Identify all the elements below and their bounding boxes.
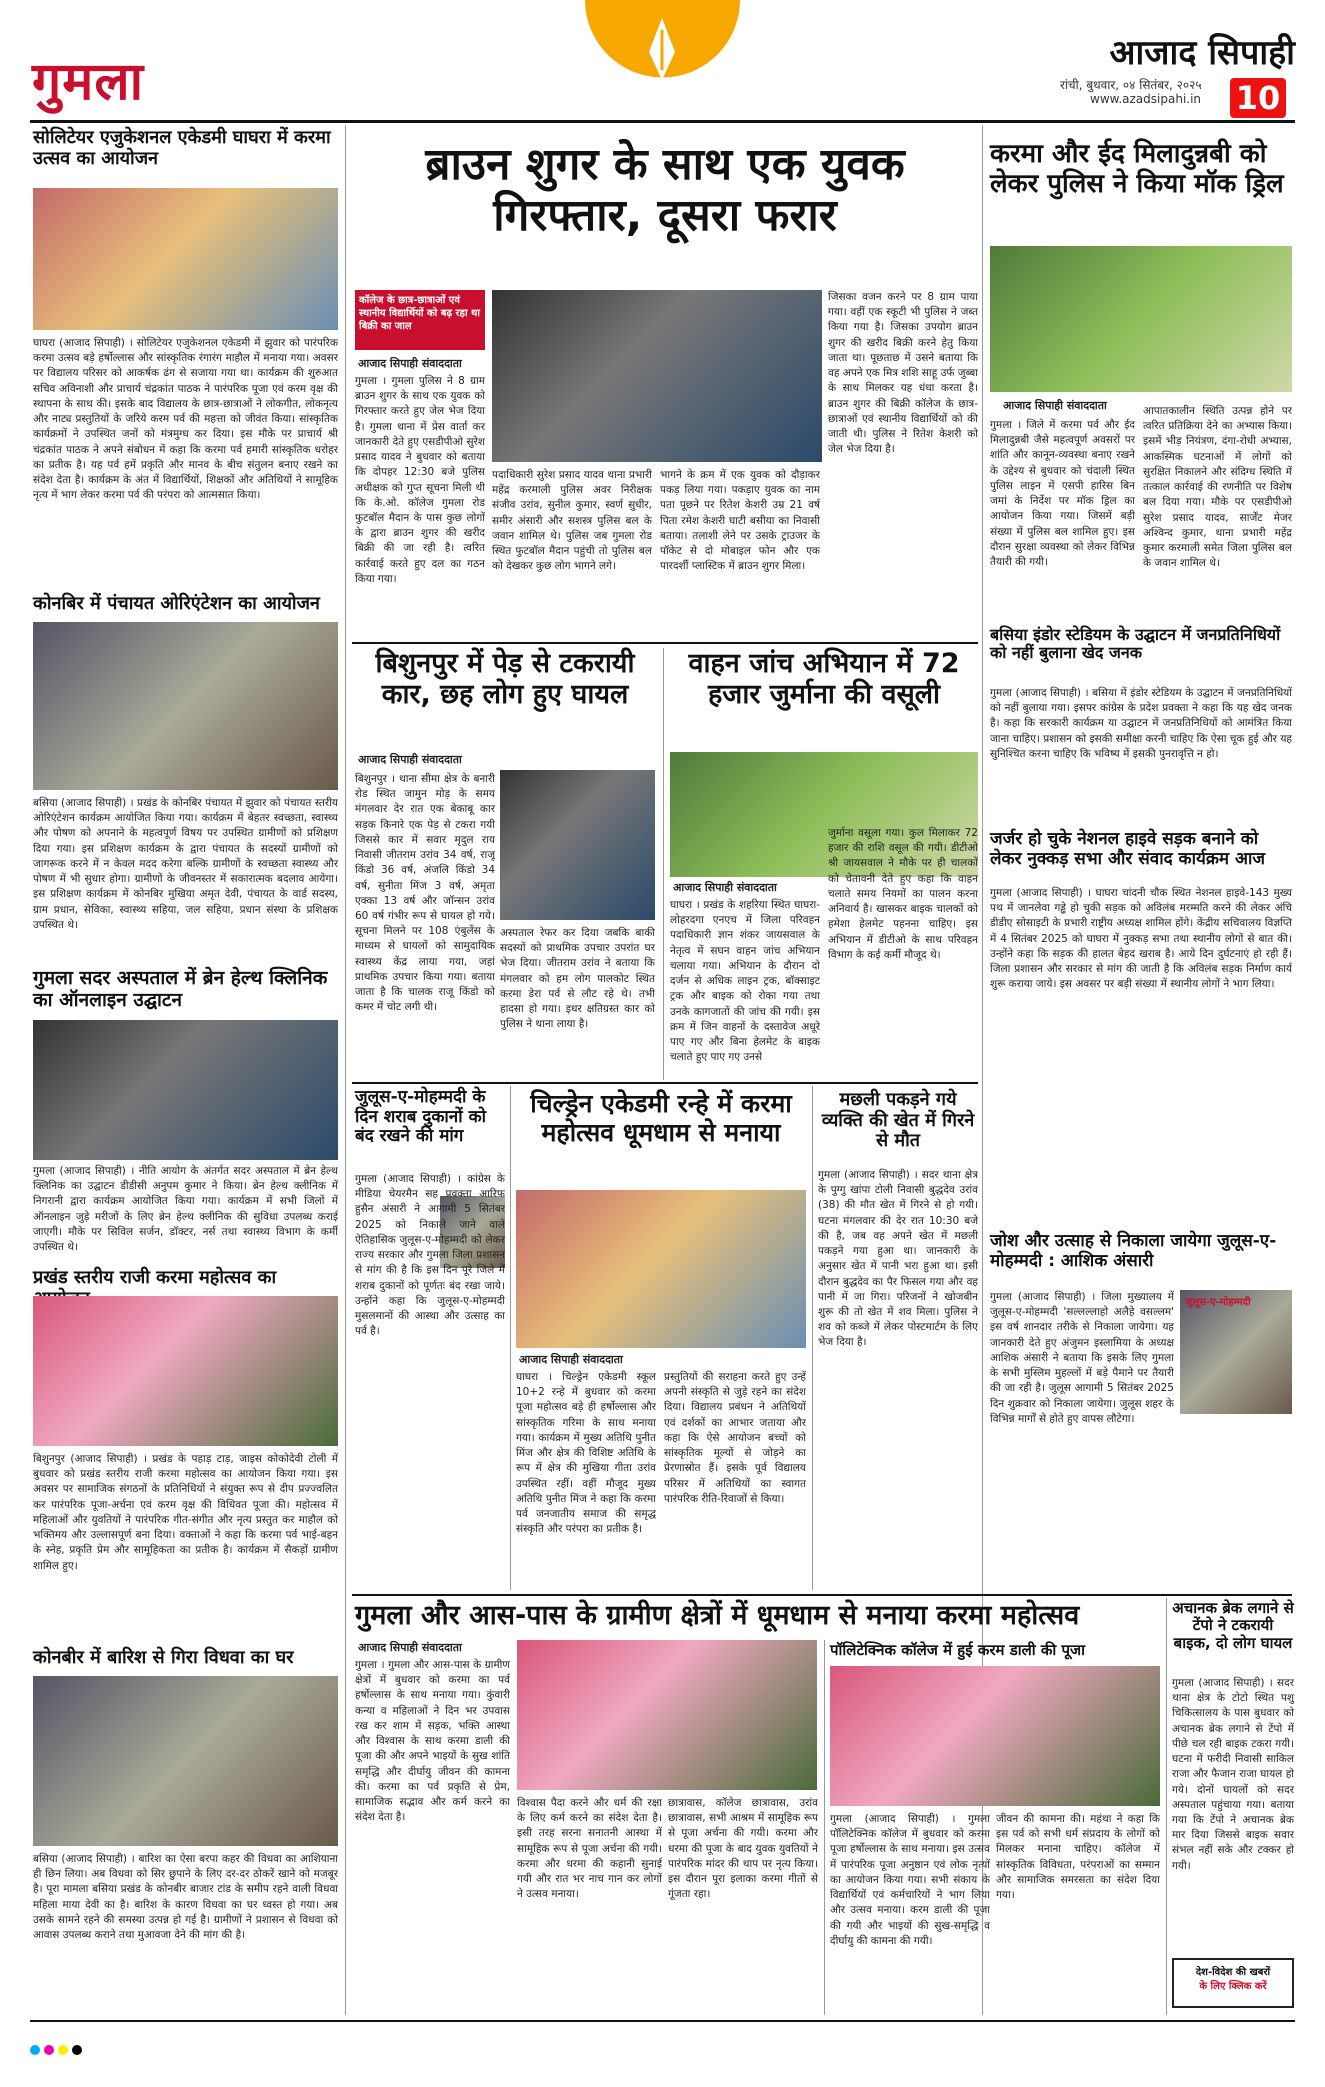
promo-line-1: देश-विदेश की खबरों (1195, 1967, 1271, 1978)
headline-fishing-death: मछली पकड़ने गये व्यक्ति की खेत में गिरने से मौत (821, 1089, 975, 1152)
article-body-karma-festival-3: छात्रावास, कॉलेज छात्रावास, उरांव छात्रावास, सभी आश्रम में सामूहिक रूप से पूजा अर्चना की गयी। करमा और धरमा की पूजा के बाद युवक युवतियों ने पारंपरिक मांदर की थाप पर नृत्य किया। इस दौरान पूरा इलाका करमा गीतों से गूंजता रहा। (668, 1797, 818, 1901)
article-body-indoor-stadium: गुमला (आजाद सिपाही) । बसिया में इंडोर स्टेडियम के उद्घाटन में जनप्रतिनिधियों को नहीं बुलाया गया। इसपर कांग्रेस के प्रदेश प्रवक्ता ने कहा कि यह खेद जनक है। कहा कि सरकारी कार्यक्रम या उद्घाटन में जनप्रतिनिधियों को आमंत्रित किया जाना चाहिए। प्रशासन को इसकी समीक्षा करनी चाहिए कि ऐसा चूक हुई और यह सुनिश्चित करना चाहिए कि भविष्य में इसकी पुनरावृत्ति न हो। (990, 687, 1292, 760)
article-body-children-academy: घाघरा । चिल्ड्रेन एकेडमी स्कूल 10+2 रन्हे में बुधवार को करमा पूजा महोत्सव बड़े ही हर्षोल्लास और सांस्कृतिक गरिमा के साथ मनाया गया। कार्यक्रम में मुख्य अतिथि पुनीत मिंज और क्षेत्र की विशिष्ट अतिथि के रूप में क्षेत्र की मुखिया गीता उरांव उपस्थित रहीं। वहीं मौजूद मुख्य अतिथि पुनीत मिंज ने कहा कि करमा पर्व जनजातीय समाज की समृद्ध संस्कृति और परंपरा का प्रतीक है। (516, 1371, 656, 1536)
headline-jaloos: जोश और उत्साह से निकाला जायेगा जुलूस-ए-मोहम्मदी : आशिक अंसारी (990, 1231, 1277, 1271)
article-body-mock-drill-2: आपातकालीन स्थिति उत्पन्न होने पर त्वरित प्रतिक्रिया देने का अभ्यास किया। इसमें भीड़ नियंत्रण, दंगा-रोधी अभ्यास, आकस्मिक घटनाओं में लोगों को सुरक्षित निकालने और संदिग्ध स्थिति में तत्काल कार्रवाई की रणनीति पर विशेष बल दिया गया। मौके पर एसडीपीओ सुरेश प्रसाद यादव, सार्जेंट मेजर अश्विन्द कुमार, थाना प्रभारी महेंद्र कुमार करमाली समेत जिला पुलिस बल के जवान शामिल थे। (1143, 405, 1292, 570)
headline-tempo-accident: अचानक ब्रेक लगाने से टेंपो ने टकरायी बाइक, दो लोग घायल (1172, 1599, 1294, 1652)
yellow-dot-icon (58, 2045, 68, 2055)
article-body-polytechnic-2: जीवन की कामना की। महंथा ने कहा कि इस पर्व को सभी धर्म संप्रदाय के लोगों को मिलकर मनाना चाहिए। कॉलेज में सांस्कृतिक विविधता, परंपराओं का सम्मान और सामाजिक समरसता का संदेश दिया गया। (996, 1813, 1160, 1902)
headline-konbir-orientation: कोनबिर में पंचायत ओरिएंटेशन का आयोजन (33, 593, 320, 614)
article-body-polytechnic: गुमला (आजाद सिपाही) । गुमला पॉलिटेक्निक कॉलेज में बुधवार को करमा पूजा हर्षोल्लास के साथ मनाया। इस उत्सव में पारंपरिक पूजा अनुष्ठान एवं लोक नृत्यों का आयोजन किया गया। सभी संकाय के विद्यार्थियों एवं कर्मचारियों ने भाग लिया और उत्सव मनाया। करम डाली की पूजा की गयी और भाइयों की सुख-समृद्धि व दीर्घायु की कामना की गयी। (830, 1813, 990, 1947)
article-body-brain-health: गुमला (आजाद सिपाही) । नीति आयोग के अंतर्गत सदर अस्पताल में ब्रेन हेल्थ क्लिनिक का उद्घाटन डीडीसी अनुपम कुमार ने किया। ब्रेन हेल्थ क्लीनिक में निगरानी द्वारा कार्यक्रम आयोजित किया गया। कार्यक्रम में सभी जिलों में ऑनलाइन जुड़े मरीजों के लिए ब्रेन हेल्थ क्लीनिक की सुविधा उपलब्ध कराई जाएगी। मौके पर सिविल सर्जन, डॉक्टर, नर्स तथा स्वास्थ्य विभाग के कर्मी उपस्थित थे। (33, 1165, 338, 1254)
article-body-mock-drill: गुमला । जिले में करमा पर्व और ईद मिलादुन्नबी जैसे महत्वपूर्ण अवसरों पर शांति और कानून-व्यवस्था बनाए रखने के उद्देश्य से बुधवार को चंदाली स्थित पुलिस लाइन में एसपी हारिस बिन जमां के निर्देश पर मॉक ड्रिल का आयोजन किया गया। जिसमें बड़ी संख्या में पुलिस बल शामिल हुए। इस दौरान सुरक्षा व्यवस्था को लेकर विभिन्न तैयारी की गयी। (990, 419, 1135, 568)
main-body-col2: पदाधिकारी सुरेश प्रसाद यादव थाना प्रभारी महेंद्र करमाली पुलिस अवर निरीक्षक संजीव उरांव, सुनील कुमार, स्वर्ण सुधीर, समीर अंसारी और सशस्त्र पुलिस बल के जवान शामिल थे। पुलिस जब गुमला रोड स्थित फुटबॉल मैदान पहुंची तो पुलिस बल को देखकर कुछ लोग भागने लगे। (492, 469, 652, 573)
website-link[interactable]: www.azadsipahi.in (1090, 92, 1202, 106)
article-body-car-accident-2: अस्पताल रेफर कर दिया जबकि बाकी सदस्यों को प्राथमिक उपचार उपरांत घर भेज दिया। जीतराम उरांव ने बताया कि मंगलवार को हम लोग पालकोट स्थित करमा डेरा पर्व से लौट रहे थे। तभी हादसा हो गया। इधर क्षतिग्रस्त कार को पुलिस ने थाना लाया है। (500, 927, 655, 1031)
main-headline: ब्राउन शुगर के साथ एक युवक गिरफ्तार, दूसरा फरार (425, 139, 905, 241)
header-rule (30, 120, 1295, 123)
headline-raji-karma: प्रखंड स्तरीय राजी करमा महोत्सव का (33, 1267, 277, 1288)
main-body-col4: जिसका वजन करने पर 8 ग्राम पाया गया। वहीं एक स्कूटी भी पुलिस ने जब्त किया गया है। जिसका उपयोग ब्राउन शुगर की खरीद बिक्री करने हेतु किया जाता था। पूछताछ में उसने बताया कि वह अपने एक मित्र शशि साहू उर्फ जुब्बा के साथ मिलकर यह धंधा करता है। ब्राउन शुगर की बिक्री कॉलेज के छात्र-छात्राओं एवं स्थानीय विद्यार्थियों को की जाती थी। पुलिस ने रितेश केशरी को जेल भेज दिया है। (828, 291, 978, 456)
dateline: रांची, बुधवार, ०४ सितंबर, २०२५ (1060, 78, 1202, 92)
page-number-badge: 10 (1230, 78, 1286, 118)
article-body-children-academy-2: प्रस्तुतियों की सराहना करते हुए उन्हें अपनी संस्कृति से जुड़े रहने का संदेश दिया। विद्यालय प्रबंधन ने अतिथियों एवं दर्शकों का आभार जताया और कहा कि ऐसे आयोजन बच्चों को सांस्कृतिक मूल्यों से जोड़ने का प्रेरणास्रोत हैं। इसके पूर्व विद्यालय परिसर में अतिथियों का स्वागत पारंपरिक रीति-रिवाजों से किया। (664, 1371, 806, 1505)
column-divider (663, 648, 664, 1080)
black-dot-icon (72, 2045, 82, 2055)
photo-ashiq-ansari (1180, 1290, 1292, 1414)
column-divider (510, 1086, 511, 1590)
car-accident-byline: आजाद सिपाही संवाददाता (358, 753, 462, 766)
photo-police-press (492, 290, 822, 462)
article-body-vehicle-check-2: जुर्माना वसूला गया। कुल मिलाकर 72 हजार की राशि वसूल की गयी। डीटीओ श्री जायसवाल ने मौके पर ही चालकों को चेतावनी देते हुए कहा कि वाहन चलाते समय नियमों का पालन करना अनिवार्य है। खासकर बाइक चालकों को हमेशा हेलमेट पहनना चाहिए। इस अभियान में डीटीओ के साथ परिवहन विभाग के कई कर्मी मौजूद थे। (828, 827, 978, 961)
article-body-liquor-ban: गुमला (आजाद सिपाही) । कांग्रेस के मीडिया चेयरमैन सह प्रवक्ता आरिफ हुसैन अंसारी ने आगामी 5 सितंबर 2025 को निकाले जाने वाले ऐतिहासिक जुलूस-ए-मोहम्मदी को लेकर राज्य सरकार और गुमला जिला प्रशासन से मांग की है कि इस दिन पूरे जिले में शराब दुकानों को पूर्णतः बंद रखा जाये। उन्होंने कहा कि जुलूस-ए-मोहम्मदी मुसलमानों की आस्था और उत्साह का पर्व है। (355, 1173, 505, 1338)
section-rule (352, 1082, 978, 1084)
main-body-col1: गुमला । गुमला पुलिस ने 8 ग्राम ब्राउन शुगर के साथ एक युवक को गिरफ्तार करते हुए जेल भेज दिया है। गुमला थाना में प्रेस वार्ता कर जानकारी देते हुए एसडीपीओ सुरेश प्रसाद यादव ने बुधवार को बताया कि दोपहर 12:30 बजे पुलिस अधीक्षक को गुप्त सूचना मिली थी कि के.ओ. कॉलेज गुमला रोड फुटबॉल मैदान के पास कुछ लोगों के द्वारा ब्राउन शुगर की खरीद बिक्री की जा रही है। त्वरित कार्रवाई करते हुए दल का गठन किया गया। (355, 375, 485, 585)
registration-marks (30, 2040, 86, 2059)
promo-box[interactable] (1172, 1958, 1294, 2008)
section-title: गुमला (32, 52, 145, 112)
headline-widow-house: कोनबीर में बारिश से गिरा विधवा का घर (33, 1647, 294, 1668)
article-body-karma-festival-2: विश्वास पैदा करने और धर्म की रक्षा के लिए कर्म करने का संदेश देता है। इसी तरह सरना सनातनी आस्था में सामूहिक रूप से पूजा अर्चना की गयी। करमा और धरमा की कहानी सुनाई गयी और रात भर नाच गान कर लोगों ने उत्सव मनाया। (517, 1797, 662, 1901)
headline-indoor-stadium: बसिया इंडोर स्टेडियम के उद्घाटन में जनप्रतिनिधियों को नहीं बुलाना खेद जनक (990, 625, 1281, 663)
magenta-dot-icon (44, 2045, 54, 2055)
main-body-col3: भागने के क्रम में एक युवक को दौड़ाकर पकड़ लिया गया। पकड़ाए युवक का नाम पता पूछने पर रितेश केशरी उम्र 21 वर्ष पिता रमेश केशरी घाटी बसीया का निवासी बताया। तलाशी लेने पर उसके ट्राउजर के पॉकेट से दो मोबाइल फोन और एक पारदर्शी प्लास्टिक में ब्राउन शुगर मिला। (660, 469, 820, 573)
column-divider (345, 125, 346, 2015)
photo-mock-drill (990, 246, 1292, 392)
column-divider (812, 1086, 813, 1590)
headline-solitaire: सोलिटेयर एजुकेशनल एकेडमी घाघरा में करमा उत्सव का आयोजन (33, 127, 331, 169)
promo-line-2: के लिए क्लिक करें (1199, 1981, 1267, 1992)
headline-polytechnic: पॉलिटेक्निक कॉलेज में हुई करम डाली की पूजा (830, 1641, 1086, 1659)
headline-highway-protest: जर्जर हो चुके नेशनल हाइवे सड़क बनाने को लेकर नुक्कड़ सभा और संवाद कार्यक्रम आज (990, 829, 1265, 869)
article-body-tempo-accident: गुमला (आजाद सिपाही) । सदर थाना क्षेत्र के टोटो स्थित पशु चिकित्सालय के पास बुधवार को अचानक ब्रेक लगाने से टेंपो में पीछे चल रही बाइक टकरा गयी। घटना में फरीदी निवासी साकिल राजा और फैजान राजा घायल हो गये। दोनों घायलों को सदर अस्पताल पहुंचाया गया। बताया गया कि टेंपो ने अचानक ब्रेक मार दिया जिससे बाइक सवार संभल नहीं सके और टक्कर हो गयी। (1172, 1677, 1294, 1872)
photo-orientation-meeting (33, 622, 338, 790)
headline-brain-health: गुमला सदर अस्पताल में ब्रेन हेल्थ क्लिनिक का ऑनलाइन उद्घाटन (33, 967, 328, 1011)
article-body-vehicle-check: घाघरा । प्रखंड के शहरिया स्थित घाघरा-लोहरदगा एनएच में जिला परिवहन पदाधिकारी ज्ञान शंकर जायसवाल के नेतृत्व में सघन वाहन जांच अभियान चलाया गया। अभियान के दौरान दो दर्जन से अधिक लाइन ट्रक, बॉक्साइट ट्रक और बाइक को रोका गया तथा उनके कागजातों की जांच की गयी। इस क्रम में जिन वाहनों के दस्तावेज अधूरे पाए गए और बिना हेलमेट के बाइक चलाते हुए पाए गए उनसे (670, 899, 820, 1064)
column-divider (1166, 1598, 1167, 2015)
headline-liquor-ban: जुलूस-ए-मोहम्मदी के दिन शराब दुकानों को बंद रखने की मांग (355, 1087, 487, 1147)
newspaper-name: आजाद सिपाही (1109, 33, 1295, 73)
mock-drill-byline: आजाद सिपाही संवाददाता (1003, 399, 1107, 412)
footer-rule (30, 2020, 1295, 2022)
headline-karma-festival: गुमला और आस-पास के ग्रामीण क्षेत्रों में धूमधाम से मनाया करमा महोत्सव (355, 1600, 1080, 1631)
cyan-dot-icon (30, 2045, 40, 2055)
section-rule (352, 1594, 1292, 1596)
vehicle-check-byline: आजाद सिपाही संवाददाता (673, 881, 777, 894)
photo-raji-karma (33, 1296, 338, 1446)
photo-collapsed-house (33, 1676, 338, 1846)
column-divider (824, 1640, 825, 2015)
section-rule (352, 642, 978, 644)
photo-caption: जुलूस-ए-मोहम्मदी (1185, 1297, 1251, 1308)
headline-mock-drill: करमा और ईद मिलादुन्नबी को लेकर पुलिस ने किया मॉक ड्रिल (990, 139, 1284, 199)
main-byline: आजाद सिपाही संवाददाता (358, 357, 462, 370)
article-body-raji-karma: बिशुनपुर (आजाद सिपाही) । प्रखंड के पहाड़ टाड़, जाइस कोकोदेवी टोली में बुधवार को प्रखंड स्तरीय राजी करमा महोत्सव का आयोजन किया गया। इस अवसर पर सामाजिक संगठनों के प्रतिनिधियों ने संयुक्त रूप से दीप प्रज्ज्वलित कर पारंपरिक पूजा-अर्चना एवं करम वृक्ष की विधिवत पूजा की। महोत्सव में महिलाओं और युवतियों ने पारंपरिक गीत-संगीत और नृत्य प्रस्तुत कर माहौल को भक्तिमय और उल्लासपूर्ण बना दिया। वक्ताओं ने कहा कि करमा पर्व भाई-बहन के स्नेह, प्रकृति प्रेम और सामूहिकता का प्रतीक है। कार्यक्रम में सैकड़ों ग्रामीण शामिल हुए। (33, 1453, 338, 1572)
photo-polytechnic (830, 1666, 1160, 1806)
article-body-widow-house: बसिया (आजाद सिपाही) । बारिश का ऐसा बरपा कहर की विधवा का आशियाना ही छिन लिया। अब विधवा को सिर छुपाने के लिए दर-दर ठोकरें खाने को मजबूर है। पूरा मामला बसिया प्रखंड के कोनबीर बाजार टांड के समीप रहने वाली विधवा महिला माया देवी का है। बारिश के कारण विधवा का घर ध्वस्त हो गया। अब उसके सामने रहने की समस्या उत्पन्न हो गई है। ग्रामीणों ने प्रशासन से विधवा को आवास उपलब्ध कराने तथा मुआवजा देने की मांग की है। (33, 1853, 338, 1942)
children-academy-byline: आजाद सिपाही संवाददाता (519, 1353, 623, 1366)
article-body-konbir: बसिया (आजाद सिपाही) । प्रखंड के कोनबिर पंचायत में झुवार को पंचायत स्तरीय ओरिएंटेशन कार्यक्रम आयोजित किया गया। कार्यक्रम में बेहतर स्वच्छता, स्वास्थ्य और पोषण को अपनाने के महत्वपूर्ण विषय पर उपस्थित ग्रामीणों को प्रशिक्षण दिया गया। इस प्रशिक्षण कार्यक्रम के द्वारा पंचायत के सदस्यों ग्रामीणों को जागरूक करने में न केवल मदद करेगा बल्कि ग्रामीणों के स्वच्छता स्वास्थ्य और पोषण में भी सुधार होगा। ग्रामीणों के जीवनस्तर में सकारात्मक बदलाव आयेगा। इस प्रशिक्षण कार्यक्रम में कोनबिर मुखिया अमृत देवी, पंचायत के वार्ड सदस्य, ग्राम प्रधान, सेविका, स्वास्थ्य सहिया, जल सहिया, प्रधान संस्था के प्रशिक्षक उपस्थित थे। (33, 797, 338, 931)
article-body-car-accident: बिशुनपुर । थाना सीमा क्षेत्र के बनारी रोड स्थित जामुन मोड़ के समय मंगलवार देर रात एक बेकाबू कार सड़क किनारे एक पेड़ से टकरा गयी जिससे कार में सवार मृदुल राय निवासी जीतराम उरांव 34 वर्ष, राजू किंडो 36 वर्ष, अंजलि किंडो 34 वर्ष, सुनीता मिंज 3 वर्ष, अमृता एक्का 13 वर्ष और जॉन्सन उरांव 60 वर्ष गंभीर रूप से घायल हो गये। सूचना मिलने पर 108 एंबुलेंस के माध्यम से घायलों को सामुदायिक स्वास्थ्य केंद्र लाया गया, जहां प्राथमिक उपचार किया गया। बताया जाता है कि चालक राजू किंडो को कमर में चोट लगी थी। (355, 773, 495, 1014)
article-body-jaloos: गुमला (आजाद सिपाही) । जिला मुख्यालय में जुलूस-ए-मोहम्मदी 'सल्लल्लाहो अलैहे वसल्लम' इस वर्ष शानदार तरीके से निकाला जायेगा। यह जानकारी देते हुए अंजुमन इस्लामिया के अध्यक्ष आशिक अंसारी ने बताया कि इसके लिए गुमला के सभी मुस्लिम मुहल्लों में बड़े पैमाने पर तैयारी की जा रही है। जुलूस आगामी 5 सितंबर 2025 दिन शुक्रवार को निकाला जायेगा। जुलूस शहर के विभिन्न मार्गों से होते हुए वापस लौटेगा। (990, 1291, 1174, 1425)
photo-karma-women (517, 1640, 817, 1790)
photo-brain-clinic (33, 1020, 338, 1160)
article-body-karma-festival: गुमला । गुमला और आस-पास के ग्रामीण क्षेत्रों में बुधवार को करमा का पर्व हर्षोल्लास के साथ मनाया गया। कुंवारी कन्या व महिलाओं ने दिन भर उपवास रख कर शाम में सड़क, भक्ति आस्था और विश्वास के साथ करमा डाली की पूजा की और अपने भाइयों के सुख शांति समृद्धि और दीर्घायु जीवन की कामना की। करमा का पर्व प्रकृति से प्रेम, सामाजिक सद्भाव और कर्म करने का संदेश देता है। (355, 1659, 510, 1824)
article-body-highway-protest: गुमला (आजाद सिपाही) । घाघरा चांदनी चौक स्थित नेशनल हाइवे-143 मुख्य पथ में जानलेवा गड्ढे हो चुकी सड़क को अविलंब मरम्मति करने की लेकर अंचि डीडीए सोसाइटी के प्रभारी राष्ट्रीय अध्यक्ष शामिल होंगे। केंद्रीय सचिवालय विज्ञप्ति में 4 सितंबर 2025 को घाघरा में नुक्कड़ सभा तथा स्थानीय लोगों से बात की। उन्होंने कहा कि सड़क की हालत बेहद खराब है। आये दिन दुर्घटनाएं हो रही हैं। जिला प्रशासन और सरकार से मांग की जाती है कि अविलंब सड़क निर्माण कार्य शुरू कराया जाये। इस अवसर पर बड़ी संख्या में स्थानीय लोगों ने भाग लिया। (990, 887, 1292, 991)
photo-children-academy (516, 1190, 806, 1348)
main-kicker: कॉलेज के छात्र-छात्राओं एवं स्थानीय विद्यार्थियों को बढ़ रहा था बिक्री का जाल (355, 290, 485, 350)
masthead-logo-icon (575, 0, 750, 110)
headline-children-academy: चिल्ड्रेन एकेडमी रन्हे में करमा महोत्सव धूमधाम से मनाया (530, 1089, 792, 1147)
article-body-solitaire: घाघरा (आजाद सिपाही) । सोलिटेयर एजुकेशनल एकेडमी में झुवार को पारंपरिक करमा उत्सव बड़े हर्षोल्लास और सांस्कृतिक रंगारंग माहौल में मनाया गया। अवसर पर विद्यालय परिसर को आकर्षक ढंग से सजाया गया था। कार्यक्रम की शुरुआत सचिव अविनाशी और प्राचार्य चंद्रकांत पाठक ने पारंपरिक पूजा एवं करम वृक्ष की स्थापना के साथ की। इसके बाद विद्यालय के छात्र-छात्राओं ने लोकगीत, लोकनृत्य और नाट्य प्रस्तुतियों के जरिये करम पर्व की महत्ता को जीवंत किया। सांस्कृतिक कार्यक्रमों ने उपस्थित जनों को मंत्रमुग्ध कर दिया। इस मौके पर प्राचार्य श्री चंद्रकांत पाठक ने अपने संबोधन में कहा कि करमा पर्व हमारी सांस्कृतिक धरोहर का प्रतीक है। यह पर्व हमें प्रकृति और मानव के बीच संतुलन बनाए रखने का संदेश देता है। कार्यक्रम के अंत में विद्यार्थियों, शिक्षकों और अतिथियों ने सामूहिक नृत्य में भाग लेकर करमा पर्व की परंपरा को आत्मसात किया। (33, 337, 338, 502)
article-body-fishing-death: गुमला (आजाद सिपाही) । सदर थाना क्षेत्र के पुग्गु खांपा टोली निवासी बुद्धदेव उरांव (38) की मौत खेत में गिरने से हो गयी। घटना मंगलवार की देर रात 10:30 बजे की है, जब वह अपने खेत में मछली पकड़ने गया हुआ था। जानकारी के अनुसार खेत में पानी भरा हुआ था। इसी दौरान बुद्धदेव का पैर फिसल गया और वह पानी में जा गिरा। परिजनों ने खोजबीन शुरू की तो खेत में शव मिला। पुलिस ने शव को कब्जे में लेकर पोस्टमार्टम के लिए भेज दिया है। (818, 1169, 978, 1349)
photo-karma-dance (33, 188, 338, 330)
photo-damaged-car (500, 770, 655, 920)
headline-car-accident: बिशुनपुर में पेड़ से टकरायी कार, छह लोग हुए घायल (375, 648, 635, 711)
headline-vehicle-check: वाहन जांच अभियान में 72 हजार जुर्माना की वसूली (688, 648, 960, 711)
karma-festival-byline: आजाद सिपाही संवाददाता (358, 1641, 462, 1654)
